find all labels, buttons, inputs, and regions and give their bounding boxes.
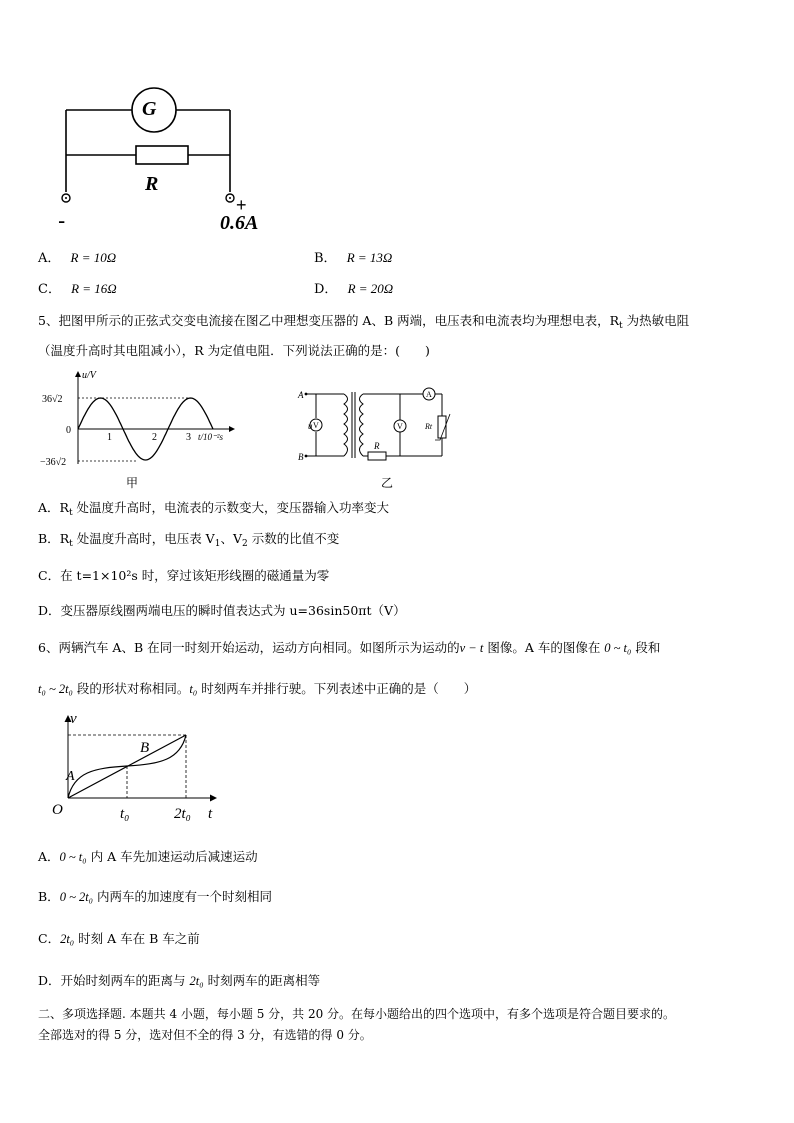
q6-option-a[interactable]: A．0 ~ t₀ 内 A 车先加速运动后减速运动 bbox=[38, 849, 258, 864]
option-text: R = 20Ω bbox=[347, 281, 394, 296]
pos-terminal-sign: + bbox=[236, 195, 247, 215]
y-axis-label: u/V bbox=[82, 370, 96, 381]
q6-option-d[interactable]: D．开始时刻两车的距离与 2t₀ 时刻两车的距离相等 bbox=[38, 973, 321, 988]
svg-text:R: R bbox=[374, 441, 380, 451]
neg-terminal-label: - bbox=[58, 208, 66, 233]
section2-instructions-line2: 全部选对的得 5 分，选对但不全的得 3 分，有选错的得 0 分。 bbox=[38, 1028, 372, 1042]
q5-option-c[interactable]: C．在 t=1×10²s 时，穿过该矩形线圈的磁通量为零 bbox=[38, 568, 330, 583]
galvanometer-label: G bbox=[142, 98, 157, 120]
q4-option-a[interactable] bbox=[38, 247, 116, 270]
v-axis-label: v bbox=[70, 711, 77, 727]
q6-option-b[interactable]: B．0 ~ 2t₀ 内两车的加速度有一个时刻相同 bbox=[38, 889, 273, 904]
q5-option-b[interactable]: B．$R_t$ 处温度升高时，电压表 $V_1$、$V_2$ 示数的比值不变 bbox=[38, 531, 340, 549]
origin-label: 0 bbox=[66, 425, 71, 436]
svg-text:A: A bbox=[298, 390, 304, 400]
option-letter: D． bbox=[314, 282, 338, 297]
q5-figure-jia-sine-graph bbox=[38, 366, 238, 476]
svg-text:V: V bbox=[313, 421, 319, 430]
svg-text:Rt: Rt bbox=[425, 422, 433, 431]
q6-stem-line1: 6、两辆汽车 A、B 在同一时刻开始运动，运动方向相同。如图所示为运动的v − t 图像。A 车的图像在 0 ~ t₀ 段和 bbox=[38, 640, 661, 655]
t-axis-label: t bbox=[208, 806, 213, 822]
section2-instructions-line1: 二、多项选择题. 本题共 4 小题，每小题 5 分，共 20 分。在每小题给出的四个选项中，有多个选项是符合题目要求的。 bbox=[38, 1007, 676, 1021]
x-tick-1: 1 bbox=[107, 432, 112, 443]
resistor-label: R bbox=[145, 173, 159, 195]
option-letter: C． bbox=[38, 282, 61, 297]
q4-option-c[interactable] bbox=[38, 278, 117, 301]
q5-figure-yi-transformer-circuit bbox=[292, 382, 452, 470]
x-tick-3: 3 bbox=[186, 432, 191, 443]
q4-option-b[interactable] bbox=[314, 247, 392, 270]
origin-label: O bbox=[52, 802, 63, 818]
t0-tick-label: t₀ bbox=[120, 806, 130, 822]
pos-terminal-value: 0.6A bbox=[220, 212, 259, 234]
q5-option-a[interactable]: A．$R_t$ 处温度升高时，电流表的示数变大，变压器输入功率变大 bbox=[38, 500, 390, 518]
q6-stem-line2: t₀ ~ 2t₀ 段的形状对称相同。t₀ 时刻两车并排行驶。下列表述中正确的是（ ） bbox=[38, 681, 477, 696]
svg-text:A: A bbox=[426, 390, 432, 399]
fig-jia-caption: 甲 bbox=[126, 476, 139, 490]
fig-yi-caption: 乙 bbox=[381, 476, 394, 490]
q6-option-c[interactable]: C．2t₀ 时刻 A 车在 B 车之前 bbox=[38, 931, 200, 946]
option-text: R = 10Ω bbox=[70, 250, 117, 265]
svg-text:B: B bbox=[298, 452, 304, 462]
q5-option-d[interactable]: D．变压器原线圈两端电压的瞬时值表达式为 u=36sin50πt（V） bbox=[38, 603, 406, 618]
q5-stem-line1: 5、把图甲所示的正弦式交变电流接在图乙中理想变压器的 A、B 两端，电压表和电流表均为理想电表，$R_t$ 为热敏电阻 bbox=[38, 313, 690, 331]
y-top-label: 36√2 bbox=[42, 394, 63, 405]
q6-vt-graph bbox=[50, 710, 230, 828]
q5-stem-line2: （温度升高时其电阻减小），R 为定值电阻．下列说法正确的是：( ) bbox=[38, 343, 430, 358]
svg-text:V: V bbox=[397, 422, 403, 431]
x-tick-2: 2 bbox=[152, 432, 157, 443]
option-text: R = 13Ω bbox=[346, 250, 393, 265]
x-unit-label: t/10⁻²s bbox=[198, 432, 223, 442]
option-letter: A． bbox=[38, 251, 61, 266]
option-letter: B． bbox=[314, 251, 337, 266]
curve-a-label: A bbox=[66, 769, 75, 784]
2t0-tick-label: 2t₀ bbox=[174, 806, 191, 822]
option-text: R = 16Ω bbox=[71, 281, 117, 296]
svg-text:u: u bbox=[308, 421, 313, 431]
curve-b-label: B bbox=[140, 740, 150, 756]
q4-option-d[interactable] bbox=[314, 278, 393, 301]
y-bottom-label: −36√2 bbox=[40, 457, 67, 468]
